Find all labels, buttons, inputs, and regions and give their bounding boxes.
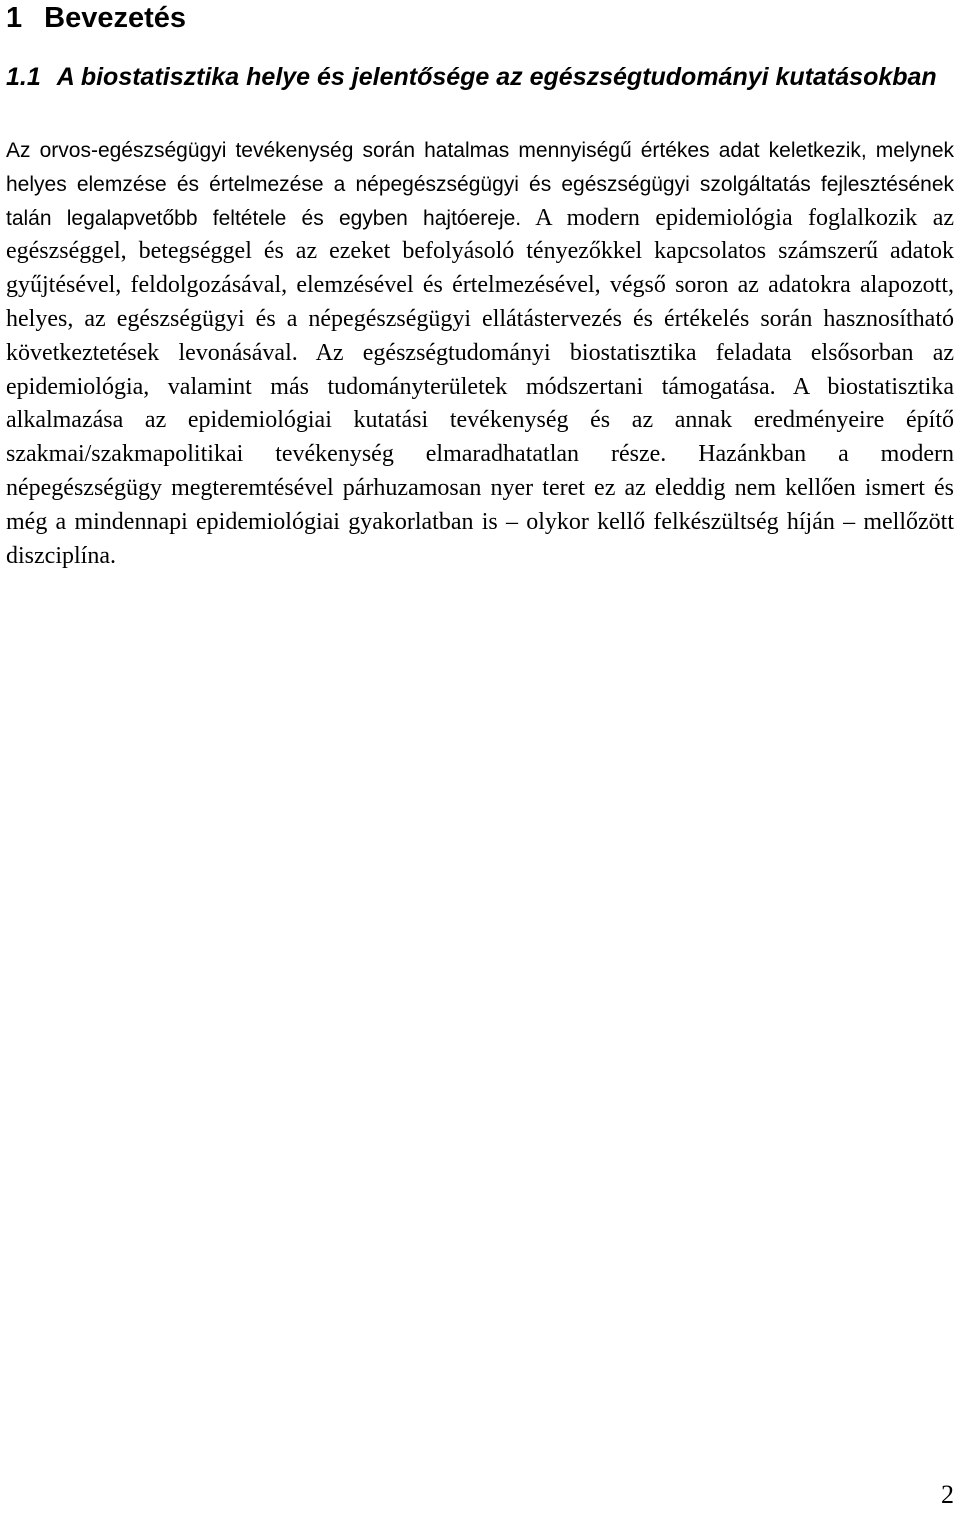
paragraph-intro: Az orvos-egészségügyi tevékenység során hatalmas mennyiségű értékes adat keletkezik, melynek helyes elemzése és értelmezése a népegészségügyi és egészségügyi szolgáltatás fejlesztésének talán legalapvetőbb feltétele és egyben hajtóereje. bbox=[6, 139, 954, 230]
section-title: A biostatisztika helye és jelentősége az egészségtudományi kutatásokban bbox=[56, 63, 937, 91]
paragraph-body: A modern epidemiológia foglalkozik az egészséggel, betegséggel és az ezeket befolyásoló tényezőkkel kapcsolatos számszerű adatok gyűjtésével, feldolgozásával, elemzésével és értelmezésével, végső soron az adatokra alapozott, helyes, az egészségügyi és a népegészségügyi ellátástervezés és értékelés során hasznosítható következtetések levonásával. Az egészségtudományi biostatisztika feladata elsősorban az epidemiológia, valamint más tudományterületek módszertani támogatása. A biostatisztika alkalmazása az epidemiológiai kutatási tevékenység és az annak eredményeire építő szakmai/szakmapolitikai tevékenység elmaradhatatlan része. Hazánkban a modern népegészségügy megteremtésével párhuzamosan nyer teret ez az eleddig nem kellően ismert és még a mindennapi epidemiológiai gyakorlatban is – olykor kellő felkészültség híján – mellőzött diszciplína. bbox=[6, 204, 954, 569]
chapter-heading bbox=[6, 0, 186, 38]
section-number: 1.1 bbox=[6, 63, 41, 91]
body-paragraph bbox=[6, 134, 954, 573]
chapter-number: 1 bbox=[6, 2, 23, 34]
page-number: 2 bbox=[941, 1480, 954, 1509]
section-heading bbox=[6, 60, 954, 94]
chapter-title: Bevezetés bbox=[44, 2, 187, 34]
